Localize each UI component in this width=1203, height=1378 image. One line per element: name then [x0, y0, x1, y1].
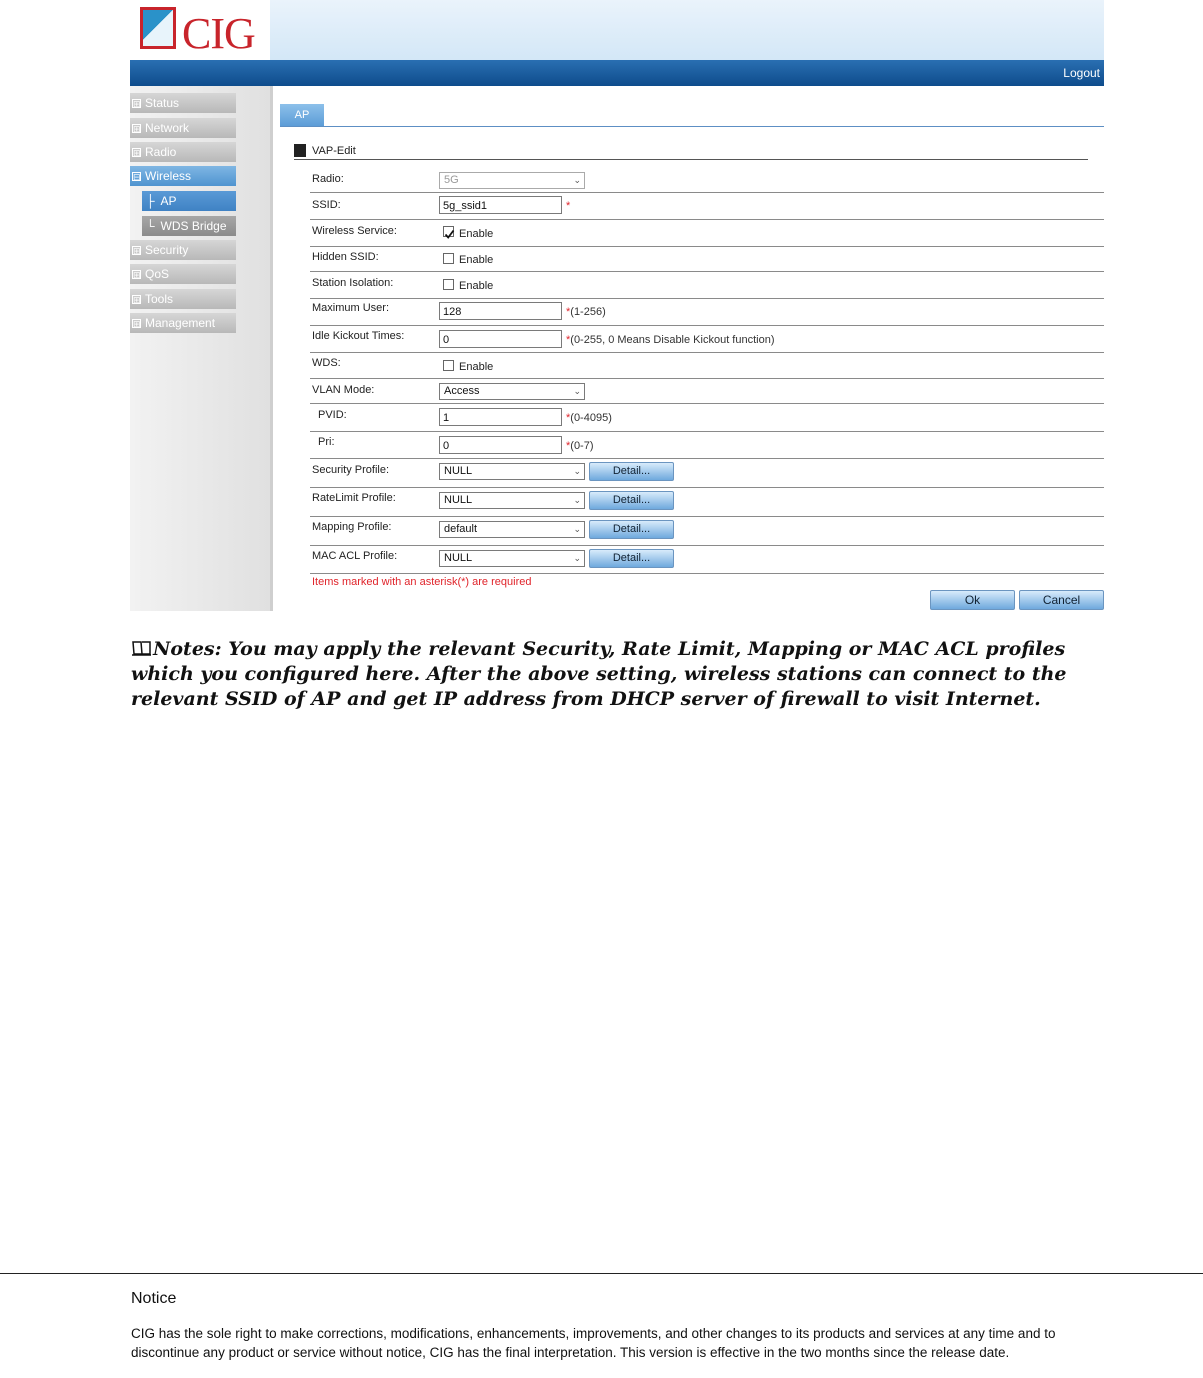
- required-fields-note: Items marked with an asterisk(*) are required: [312, 576, 532, 588]
- sidebar-item-label: Network: [145, 121, 190, 135]
- expand-icon: ⊞: [133, 319, 141, 330]
- cancel-button[interactable]: Cancel: [1019, 590, 1104, 610]
- sidebar-item-label: AP: [160, 194, 177, 208]
- sidebar: [130, 86, 270, 611]
- wds-label: WDS:: [312, 357, 341, 369]
- row-ssid: [310, 192, 1104, 220]
- vlan-mode-value: Access: [444, 385, 480, 397]
- wireless-service-option: Enable: [459, 228, 494, 240]
- section-header: [294, 144, 1088, 160]
- logo-mark-icon: [140, 7, 176, 49]
- chevron-down-icon: ⌄: [573, 386, 581, 396]
- ssid-input[interactable]: 5g_ssid1: [439, 196, 562, 214]
- ssid-required-mark: *: [566, 200, 571, 212]
- row-max-user: [310, 298, 1104, 326]
- vlan-mode-label: VLAN Mode:: [312, 384, 375, 396]
- station-isolation-checkbox[interactable]: [443, 279, 454, 290]
- pvid-label: PVID:: [318, 409, 347, 421]
- top-nav-bar: [130, 60, 1104, 86]
- sidebar-item-label: Tools: [145, 292, 174, 306]
- wireless-service-checkbox[interactable]: [443, 226, 454, 237]
- section-title: VAP-Edit: [312, 145, 356, 157]
- expand-icon: ⊞: [133, 246, 141, 257]
- idle-kickout-hint: (0-255, 0 Means Disable Kickout function): [570, 334, 775, 346]
- notes-text: Notes: You may apply the relevant Security, Rate Limit, Mapping or MAC ACL profiles which you configured here. After the above setting, wireless stations can connect to the relevant SSID of AP and get IP address from DHCP server of firewall to visit Internet.: [131, 638, 1067, 710]
- row-wds: [310, 352, 1104, 379]
- expand-icon: ⊞: [133, 99, 141, 110]
- pvid-hint: (0-4095): [570, 412, 612, 424]
- mapping-profile-select[interactable]: [439, 521, 585, 538]
- ratelimit-profile-select[interactable]: [439, 492, 585, 509]
- chevron-down-icon: ⌄: [573, 524, 581, 534]
- router-ui-screenshot: [130, 0, 1104, 611]
- chevron-down-icon: ⌄: [573, 466, 581, 476]
- expand-icon: ⊞: [133, 295, 141, 306]
- chevron-down-icon: ⌄: [573, 553, 581, 563]
- tree-branch-icon: ├: [146, 194, 155, 208]
- sidebar-item-label: QoS: [145, 267, 170, 281]
- sidebar-item-label: Management: [145, 316, 216, 330]
- security-profile-select[interactable]: [439, 463, 585, 480]
- logo-text: CIG: [182, 9, 255, 58]
- max-user-hint: (1-256): [570, 306, 606, 318]
- sidebar-item-label: Radio: [145, 145, 177, 159]
- vlan-mode-select[interactable]: [439, 383, 585, 400]
- expand-icon: ⊞: [133, 148, 141, 159]
- pri-hint: (0-7): [570, 440, 594, 452]
- ok-button[interactable]: Ok: [930, 590, 1015, 610]
- logout-link[interactable]: Logout: [1063, 66, 1100, 80]
- mac-acl-profile-value: NULL: [444, 552, 473, 564]
- chevron-down-icon: ⌄: [573, 175, 581, 185]
- radio-value: 5G: [444, 174, 459, 186]
- book-icon: [131, 639, 153, 657]
- row-pri: [310, 431, 1104, 459]
- sidebar-item-label: WDS Bridge: [160, 219, 227, 233]
- hidden-ssid-checkbox[interactable]: [443, 253, 454, 264]
- mapping-profile-value: default: [444, 523, 478, 535]
- header-banner: [130, 0, 1104, 60]
- ratelimit-profile-label: RateLimit Profile:: [312, 492, 396, 504]
- required-mark: *: [566, 412, 571, 424]
- idle-kickout-input[interactable]: 0: [439, 330, 562, 348]
- sidebar-item-security[interactable]: [130, 240, 236, 260]
- row-wireless-service: [310, 219, 1104, 247]
- pri-input[interactable]: 0: [439, 436, 562, 454]
- max-user-label: Maximum User:: [312, 302, 390, 314]
- sidebar-divider: [270, 86, 273, 611]
- footer-title: Notice: [131, 1290, 177, 1307]
- sidebar-item-wds-bridge[interactable]: [142, 216, 236, 236]
- wds-option: Enable: [459, 361, 494, 373]
- sidebar-item-network[interactable]: [130, 118, 236, 138]
- mac-acl-profile-label: MAC ACL Profile:: [312, 550, 398, 562]
- security-profile-label: Security Profile:: [312, 464, 390, 476]
- row-vlan-mode: [310, 378, 1104, 404]
- row-radio: [310, 166, 1104, 193]
- max-user-input[interactable]: 128: [439, 302, 562, 320]
- ratelimit-profile-value: NULL: [444, 494, 473, 506]
- row-station-isolation: [310, 271, 1104, 299]
- chevron-down-icon: ⌄: [573, 495, 581, 505]
- footer-divider: [0, 1273, 1203, 1274]
- wds-checkbox[interactable]: [443, 360, 454, 371]
- brand-logo: [130, 0, 270, 60]
- required-mark: *: [566, 334, 571, 346]
- sidebar-item-qos[interactable]: [130, 264, 236, 284]
- row-idle-kickout: [310, 325, 1104, 353]
- row-mac-acl-profile: [310, 545, 1104, 574]
- mac-acl-profile-select[interactable]: [439, 550, 585, 567]
- sidebar-item-label: Security: [145, 243, 189, 257]
- row-ratelimit-profile: [310, 487, 1104, 517]
- ratelimit-profile-detail-button[interactable]: Detail...: [589, 491, 674, 510]
- hidden-ssid-label: Hidden SSID:: [312, 251, 379, 263]
- sidebar-item-ap[interactable]: [142, 191, 236, 211]
- section-square-icon: [294, 144, 306, 157]
- row-security-profile: [310, 458, 1104, 488]
- hidden-ssid-option: Enable: [459, 254, 494, 266]
- sidebar-item-label: Status: [145, 96, 180, 110]
- mac-acl-profile-detail-button[interactable]: Detail...: [589, 549, 674, 568]
- footer-text: CIG has the sole right to make corrections, modifications, enhancements, improvements, and other changes to its products and services at any time and to discontinue any product or service without notice, CIG has the final interpretation. This version is effective in the two months since the release date.: [131, 1326, 1056, 1360]
- radio-select: [439, 172, 585, 189]
- pri-label: Pri:: [318, 436, 335, 448]
- notes-paragraph: [131, 637, 1091, 712]
- radio-label: Radio:: [312, 173, 344, 185]
- expand-icon: ⊞: [133, 124, 141, 135]
- sidebar-item-wireless[interactable]: [130, 166, 236, 186]
- row-hidden-ssid: [310, 246, 1104, 272]
- required-mark: *: [566, 440, 571, 452]
- sidebar-item-label: Wireless: [145, 169, 192, 183]
- expand-icon: ⊞: [133, 270, 141, 281]
- checkmark-icon: [444, 229, 455, 240]
- pvid-input[interactable]: 1: [439, 408, 562, 426]
- row-pvid: [310, 403, 1104, 432]
- idle-kickout-label: Idle Kickout Times:: [312, 330, 405, 342]
- sidebar-item-radio[interactable]: [130, 142, 236, 162]
- tab-ap[interactable]: AP: [280, 104, 324, 127]
- sidebar-item-management[interactable]: [130, 313, 236, 333]
- collapse-icon: ⊟: [133, 172, 141, 183]
- station-isolation-option: Enable: [459, 280, 494, 292]
- mapping-profile-detail-button[interactable]: Detail...: [589, 520, 674, 539]
- wireless-service-label: Wireless Service:: [312, 225, 397, 237]
- ssid-label: SSID:: [312, 199, 341, 211]
- security-profile-value: NULL: [444, 465, 473, 477]
- row-mapping-profile: [310, 516, 1104, 546]
- required-mark: *: [566, 306, 571, 318]
- security-profile-detail-button[interactable]: Detail...: [589, 462, 674, 481]
- sidebar-item-tools[interactable]: [130, 289, 236, 309]
- tree-end-icon: └: [146, 219, 155, 233]
- station-isolation-label: Station Isolation:: [312, 277, 394, 289]
- mapping-profile-label: Mapping Profile:: [312, 521, 392, 533]
- tab-underline: [280, 126, 1104, 127]
- sidebar-item-status[interactable]: [130, 93, 236, 113]
